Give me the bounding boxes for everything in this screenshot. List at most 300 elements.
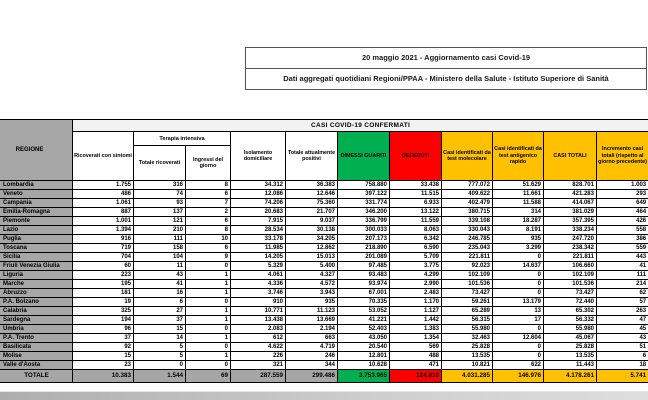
table-cell: 4.622: [231, 343, 286, 352]
table-cell: 55.980: [442, 325, 493, 334]
table-cell: 106.660: [544, 262, 597, 271]
table-cell: 4.327: [286, 271, 338, 280]
table-cell: 409.622: [442, 190, 493, 199]
col-header-isolamento: Isolamento domiciliare: [231, 132, 286, 181]
table-cell: 223: [73, 271, 134, 280]
table-cell: 137: [134, 208, 186, 217]
table-cell: 1.061: [73, 199, 134, 208]
table-cell: 1.001: [73, 217, 134, 226]
table-cell: 23: [73, 361, 134, 370]
table-cell: 27: [134, 307, 186, 316]
table-cell: 18.287: [493, 217, 544, 226]
table-cell: 486: [73, 190, 134, 199]
table-cell: 3.746: [231, 289, 286, 298]
table-cell: 14.637: [493, 262, 544, 271]
table-cell: 357.395: [544, 217, 597, 226]
region-name: Valle d'Aosta: [0, 361, 73, 370]
table-cell: 402.479: [442, 199, 493, 208]
table-cell: 0: [493, 271, 544, 280]
table-cell: 338.234: [544, 226, 597, 235]
table-cell: 181: [73, 289, 134, 298]
table-cell: 443: [597, 253, 648, 262]
table-cell: 65.302: [544, 307, 597, 316]
table-cell: 293: [597, 190, 648, 199]
table-cell: 14: [134, 334, 186, 343]
region-name: Campania: [0, 199, 73, 208]
table-cell: 316: [134, 181, 186, 190]
table-cell: 1: [186, 307, 231, 316]
table-cell: 0: [134, 361, 186, 370]
table-row: [0, 262, 648, 271]
table-cell: 221.811: [544, 253, 597, 262]
table-cell: 92: [73, 343, 134, 352]
table-cell: 1: [186, 280, 231, 289]
table-cell: 935: [286, 298, 338, 307]
table-cell: 2.483: [390, 289, 442, 298]
table-cell: 6.933: [390, 199, 442, 208]
region-name: Sicilia: [0, 253, 73, 262]
table-cell: 828.701: [544, 181, 597, 190]
covid-data-table: [0, 119, 648, 383]
table-cell: 6: [186, 244, 231, 253]
table-cell: 43: [597, 334, 648, 343]
table-cell: 15.013: [286, 253, 338, 262]
table-cell: 19: [73, 298, 134, 307]
region-name: Lazio: [0, 226, 73, 235]
table-cell: 569: [390, 343, 442, 352]
table-cell: 4.031.285: [442, 370, 493, 383]
table-cell: 12.801: [338, 352, 390, 361]
table-title: CASI COVID-19 CONFERMATI: [73, 120, 648, 132]
table-cell: 758.880: [338, 181, 390, 190]
table-cell: 4.061: [231, 271, 286, 280]
table-cell: 5: [134, 352, 186, 361]
table-cell: 0: [493, 352, 544, 361]
table-cell: 381.029: [544, 208, 597, 217]
table-cell: 37: [134, 316, 186, 325]
table-cell: 6: [134, 298, 186, 307]
table-cell: 218.890: [338, 244, 390, 253]
table-cell: 210: [134, 226, 186, 235]
table-cell: 910: [231, 298, 286, 307]
table-cell: 336.799: [338, 217, 390, 226]
table-cell: 386: [597, 235, 648, 244]
table-cell: 9.037: [286, 217, 338, 226]
table-cell: 11.661: [493, 190, 544, 199]
table-cell: 9: [186, 253, 231, 262]
table-row: [0, 244, 648, 253]
table-cell: 8: [186, 181, 231, 190]
table-cell: 4.572: [286, 280, 338, 289]
table-cell: 5.329: [231, 262, 286, 271]
table-cell: 20.540: [338, 343, 390, 352]
table-row: [0, 352, 648, 361]
table-cell: 25.828: [442, 343, 493, 352]
table-cell: 339.108: [442, 217, 493, 226]
table-cell: 7: [186, 199, 231, 208]
table-cell: 73.427: [442, 289, 493, 298]
table-cell: 25.828: [544, 343, 597, 352]
table-cell: 13.669: [286, 316, 338, 325]
table-cell: 51: [597, 343, 648, 352]
table-cell: 57: [597, 298, 648, 307]
table-cell: 3.943: [286, 289, 338, 298]
table-cell: 30.138: [286, 226, 338, 235]
table-cell: 6: [186, 190, 231, 199]
table-cell: 10.383: [73, 370, 134, 383]
table-cell: 15: [73, 352, 134, 361]
table-cell: 3.775: [390, 262, 442, 271]
table-cell: 72.440: [544, 298, 597, 307]
table-cell: 37: [73, 334, 134, 343]
table-cell: 96: [73, 325, 134, 334]
table-cell: 56.332: [544, 316, 597, 325]
table-cell: 45.067: [544, 334, 597, 343]
table-cell: 17: [493, 316, 544, 325]
table-cell: 2.194: [286, 325, 338, 334]
table-cell: 62: [597, 289, 648, 298]
table-row: [0, 307, 648, 316]
region-name: Sardegna: [0, 316, 73, 325]
table-cell: 11: [134, 262, 186, 271]
table-header-row-upper: [0, 132, 648, 146]
table-cell: 73.427: [544, 289, 597, 298]
table-cell: 13.122: [390, 208, 442, 217]
table-cell: 51.629: [493, 181, 544, 190]
table-cell: 0: [186, 343, 231, 352]
col-header-molecolare: Casi identificati da test molecolare: [442, 132, 493, 181]
table-row: [0, 217, 648, 226]
table-cell: 15: [134, 325, 186, 334]
table-cell: 1.383: [390, 325, 442, 334]
table-cell: 33.438: [390, 181, 442, 190]
table-cell: 421.283: [544, 190, 597, 199]
bulletin-date-line: 20 maggio 2021 - Aggiornamento casi Covid-19: [245, 47, 647, 69]
col-header-ti-totale: Totale ricoverati: [134, 146, 186, 181]
window-bottom-edge: [0, 391, 648, 400]
table-cell: 4.178.261: [544, 370, 597, 383]
region-name: Basilicata: [0, 343, 73, 352]
table-cell: 3.299: [493, 244, 544, 253]
table-cell: 0: [493, 289, 544, 298]
table-cell: 5: [134, 343, 186, 352]
table-cell: 11.559: [390, 217, 442, 226]
table-cell: 226: [231, 352, 286, 361]
table-row: [0, 298, 648, 307]
region-name: P.A. Bolzano: [0, 298, 73, 307]
table-cell: 11.985: [231, 244, 286, 253]
table-cell: 60: [73, 262, 134, 271]
col-header-antigenico: Casi identificati da test antigenico rapido: [493, 132, 544, 181]
table-cell: 11.588: [493, 199, 544, 208]
table-cell: 471: [390, 361, 442, 370]
table-cell: 414.067: [544, 199, 597, 208]
table-cell: 11.123: [286, 307, 338, 316]
table-cell: 20.683: [231, 208, 286, 217]
table-cell: 10.628: [338, 361, 390, 370]
table-cell: 397.122: [338, 190, 390, 199]
table-cell: 92.023: [442, 262, 493, 271]
table-cell: 916: [73, 235, 134, 244]
table-cell: 321: [231, 361, 286, 370]
table-cell: 1: [186, 316, 231, 325]
table-cell: 16: [134, 289, 186, 298]
table-cell: 246: [286, 352, 338, 361]
region-name: Toscana: [0, 244, 73, 253]
table-cell: 45: [597, 325, 648, 334]
table-cell: 69: [186, 370, 231, 383]
table-cell: 43: [134, 271, 186, 280]
table-row: [0, 334, 648, 343]
table-cell: 111: [134, 235, 186, 244]
table-cell: 10.771: [231, 307, 286, 316]
table-cell: 5.741: [597, 370, 648, 383]
table-cell: 14.205: [231, 253, 286, 262]
table-cell: 2.083: [231, 325, 286, 334]
covid-table-container: [0, 119, 648, 389]
table-cell: 300.033: [338, 226, 390, 235]
table-row: [0, 181, 648, 190]
col-header-ti-ingressi: Ingressi del giorno: [186, 146, 231, 181]
table-cell: 47: [597, 316, 648, 325]
col-header-incremento: Incremento casi totali (rispetto al giorno precedente): [597, 132, 648, 181]
table-cell: 380.715: [442, 208, 493, 217]
table-cell: 102.109: [442, 271, 493, 280]
table-cell: 1.755: [73, 181, 134, 190]
table-cell: 935: [493, 235, 544, 244]
table-cell: 28.534: [231, 226, 286, 235]
table-cell: 464: [597, 208, 648, 217]
table-cell: 235.043: [442, 244, 493, 253]
table-cell: 56.315: [442, 316, 493, 325]
table-cell: 1.544: [134, 370, 186, 383]
table-cell: 0: [493, 280, 544, 289]
col-header-guariti: DIMESSI GUARITI: [338, 132, 390, 181]
table-cell: 1: [186, 271, 231, 280]
table-cell: 74.206: [231, 199, 286, 208]
table-cell: 719: [73, 244, 134, 253]
table-cell: 238.342: [544, 244, 597, 253]
table-cell: 1.127: [390, 307, 442, 316]
table-cell: 194: [73, 316, 134, 325]
table-cell: 55.980: [544, 325, 597, 334]
table-cell: 559: [597, 244, 648, 253]
table-cell: 0: [186, 325, 231, 334]
table-cell: 11.515: [390, 190, 442, 199]
table-cell: 221.811: [442, 253, 493, 262]
table-row: [0, 199, 648, 208]
table-cell: 330.043: [442, 226, 493, 235]
table-cell: 12.646: [286, 190, 338, 199]
table-row: [0, 226, 648, 235]
table-cell: 101.536: [442, 280, 493, 289]
table-cell: 1.354: [390, 334, 442, 343]
table-cell: 1.170: [390, 298, 442, 307]
table-cell: 41: [134, 280, 186, 289]
table-cell: 70.335: [338, 298, 390, 307]
table-cell: 6: [597, 352, 648, 361]
table-row: [0, 280, 648, 289]
table-row: [0, 271, 648, 280]
table-cell: 201.089: [338, 253, 390, 262]
region-name: Veneto: [0, 190, 73, 199]
table-row: [0, 190, 648, 199]
table-cell: 1.442: [390, 316, 442, 325]
table-cell: 11.443: [544, 361, 597, 370]
table-cell: 74: [134, 190, 186, 199]
col-header-casi-totali: CASI TOTALI: [544, 132, 597, 181]
table-cell: 52.403: [338, 325, 390, 334]
region-name: Puglia: [0, 235, 73, 244]
table-cell: 2: [186, 208, 231, 217]
table-cell: 75.360: [286, 199, 338, 208]
table-cell: 12.862: [286, 244, 338, 253]
table-cell: 287.559: [231, 370, 286, 383]
region-name: Piemonte: [0, 217, 73, 226]
table-cell: 101.536: [544, 280, 597, 289]
col-header-terapia-intensiva: Terapia intensiva: [134, 132, 231, 146]
table-cell: 214: [597, 280, 648, 289]
table-cell: 7.915: [231, 217, 286, 226]
table-cell: 346.200: [338, 208, 390, 217]
table-cell: 5.709: [390, 253, 442, 262]
table-row: [0, 253, 648, 262]
table-cell: 331.774: [338, 199, 390, 208]
region-name: Calabria: [0, 307, 73, 316]
table-cell: 146.976: [493, 370, 544, 383]
table-cell: 59.261: [442, 298, 493, 307]
table-cell: 10: [186, 235, 231, 244]
region-name: Abruzzo: [0, 289, 73, 298]
table-cell: 5.400: [286, 262, 338, 271]
table-cell: 21.707: [286, 208, 338, 217]
table-cell: 121: [134, 217, 186, 226]
table-cell: 10.821: [442, 361, 493, 370]
table-cell: 33.178: [231, 235, 286, 244]
table-cell: 6.590: [390, 244, 442, 253]
table-cell: 246.785: [442, 235, 493, 244]
table-cell: 4.336: [231, 280, 286, 289]
table-cell: 0: [186, 262, 231, 271]
table-cell: 65.289: [442, 307, 493, 316]
region-name: Emilia-Romagna: [0, 208, 73, 217]
table-cell: 8: [186, 226, 231, 235]
bulletin-header: [245, 47, 647, 90]
table-cell: 4.299: [390, 271, 442, 280]
totals-label: TOTALE: [0, 370, 73, 383]
table-cell: 124.810: [390, 370, 442, 383]
table-cell: 41.221: [338, 316, 390, 325]
table-cell: 18: [597, 361, 648, 370]
table-cell: 488: [390, 352, 442, 361]
table-title-row: [0, 120, 648, 132]
table-cell: 649: [597, 199, 648, 208]
table-cell: 4.719: [286, 343, 338, 352]
table-cell: 558: [597, 226, 648, 235]
table-cell: 13.535: [544, 352, 597, 361]
table-cell: 777.072: [442, 181, 493, 190]
totals-row: [0, 370, 648, 383]
table-row: [0, 343, 648, 352]
table-cell: 158: [134, 244, 186, 253]
table-cell: 8.191: [493, 226, 544, 235]
region-name: Marche: [0, 280, 73, 289]
table-row: [0, 325, 648, 334]
table-cell: 426: [597, 217, 648, 226]
region-name: Liguria: [0, 271, 73, 280]
table-cell: 34.205: [286, 235, 338, 244]
table-row: [0, 316, 648, 325]
col-header-ricoverati: Ricoverati con sintomi: [73, 132, 134, 181]
table-cell: 104: [134, 253, 186, 262]
table-cell: 13.179: [493, 298, 544, 307]
table-cell: 325: [73, 307, 134, 316]
col-header-deceduti: DECEDUTI: [390, 132, 442, 181]
table-cell: 299.486: [286, 370, 338, 383]
table-cell: 1.003: [597, 181, 648, 190]
col-header-positivi: Totale attualmente positivi: [286, 132, 338, 181]
table-cell: 622: [493, 361, 544, 370]
table-row: [0, 208, 648, 217]
table-cell: 0: [493, 253, 544, 262]
table-cell: 0: [186, 298, 231, 307]
table-cell: 1: [186, 334, 231, 343]
col-header-regione: REGIONE: [0, 120, 73, 181]
table-cell: 3.753.965: [338, 370, 390, 383]
table-cell: 6: [186, 217, 231, 226]
table-cell: 32.463: [442, 334, 493, 343]
table-cell: 344: [286, 361, 338, 370]
table-row: [0, 235, 648, 244]
table-cell: 41: [597, 262, 648, 271]
table-cell: 6.342: [390, 235, 442, 244]
region-name: Umbria: [0, 325, 73, 334]
table-cell: 53.052: [338, 307, 390, 316]
table-cell: 67.001: [338, 289, 390, 298]
table-cell: 704: [73, 253, 134, 262]
table-cell: 0: [493, 343, 544, 352]
table-cell: 0: [186, 361, 231, 370]
table-row: [0, 289, 648, 298]
table-row: [0, 361, 648, 370]
table-cell: 195: [73, 280, 134, 289]
table-cell: 93: [134, 199, 186, 208]
table-cell: 663: [286, 334, 338, 343]
table-cell: 93.974: [338, 280, 390, 289]
table-cell: 887: [73, 208, 134, 217]
table-cell: 1: [186, 352, 231, 361]
table-cell: 1: [186, 289, 231, 298]
region-name: Friuli Venezia Giulia: [0, 262, 73, 271]
table-cell: 8.063: [390, 226, 442, 235]
table-cell: 247.720: [544, 235, 597, 244]
table-cell: 13: [493, 307, 544, 316]
table-cell: 34.312: [231, 181, 286, 190]
table-cell: 111: [597, 271, 648, 280]
table-cell: 2.990: [390, 280, 442, 289]
region-name: P.A. Trento: [0, 334, 73, 343]
table-cell: 93.483: [338, 271, 390, 280]
table-cell: 102.109: [544, 271, 597, 280]
region-name: Molise: [0, 352, 73, 361]
table-cell: 12.086: [231, 190, 286, 199]
table-cell: 207.173: [338, 235, 390, 244]
region-name: Lombardia: [0, 181, 73, 190]
table-cell: 12.604: [493, 334, 544, 343]
table-cell: 263: [597, 307, 648, 316]
table-cell: 13.438: [231, 316, 286, 325]
table-cell: 612: [231, 334, 286, 343]
